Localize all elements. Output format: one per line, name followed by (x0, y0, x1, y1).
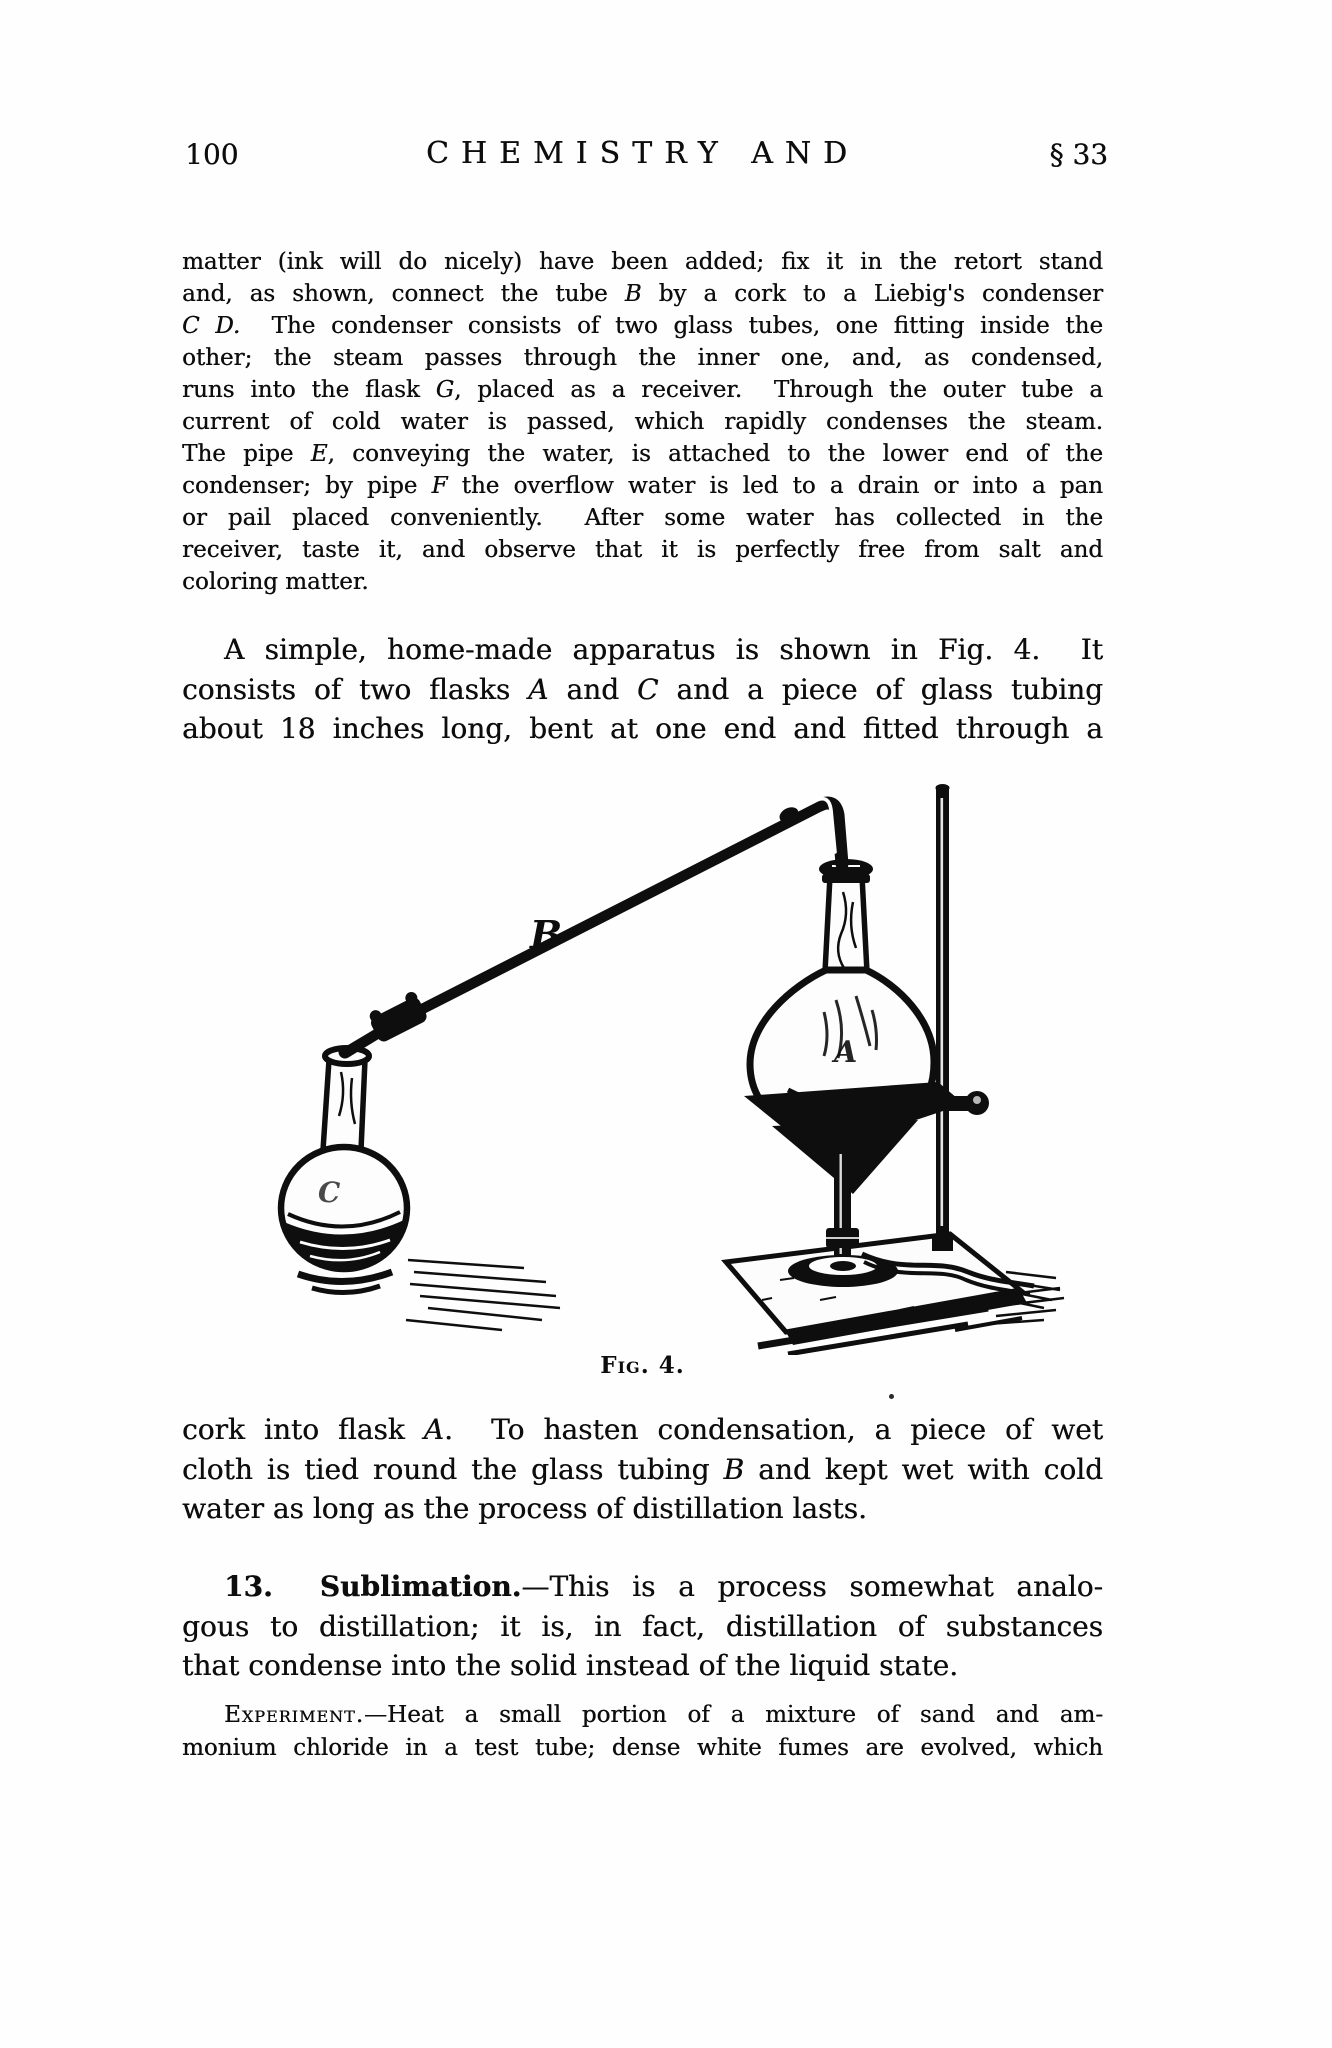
text-segment: cork into flask (182, 1413, 424, 1446)
figure-4 (180, 755, 1180, 1355)
text-line (182, 438, 1103, 470)
text-line (182, 278, 1103, 310)
text-line (182, 630, 1103, 670)
text-line (182, 1450, 1103, 1490)
text-segment: C (637, 672, 659, 706)
bunsen-burner (788, 1150, 898, 1287)
text-segment: and a piece of glass tubing (658, 672, 1104, 706)
text-line (182, 1699, 1103, 1732)
text-line (182, 1489, 1103, 1529)
page-number: 100 (185, 138, 239, 171)
text-segment: monium chloride in a test tube; dense white fumes are evolved, which (182, 1735, 1103, 1761)
text-segment: F (431, 473, 448, 499)
text-segment: C D. (182, 313, 241, 339)
text-segment: A (528, 672, 549, 706)
label-flask-a: A (834, 1035, 858, 1070)
sand-bath-dish (744, 1082, 964, 1194)
text-segment: current of cold water is passed, which rapidly condenses the steam. (182, 409, 1103, 435)
label-flask-c: C (318, 1176, 341, 1209)
section-mark: § 33 (1049, 138, 1108, 171)
text-segment: and kept wet with cold (744, 1452, 1103, 1486)
shadow-hatching (406, 1260, 560, 1330)
text-line (182, 1410, 1103, 1450)
text-line (182, 566, 1103, 598)
receiver-flask-c (281, 1048, 560, 1330)
text-segment: other; the steam passes through the inner one, and, as condensed, (182, 345, 1103, 371)
text-segment: receiver, taste it, and observe that it is perfectly free from salt and (182, 537, 1103, 563)
text-line (182, 534, 1103, 566)
text-segment: The pipe (182, 441, 311, 467)
text-line (182, 502, 1103, 534)
text-segment: The condenser consists of two glass tubes, one fitting inside the (240, 313, 1103, 339)
text-segment: and, as shown, connect the tube (182, 281, 625, 307)
figure-caption: Fig. 4. (600, 1352, 685, 1379)
text-line (182, 1732, 1103, 1765)
text-segment: . To hasten condensation, a piece of wet (444, 1413, 1103, 1446)
text-line (182, 342, 1103, 374)
text-segment: water as long as the process of distillation lasts. (182, 1492, 867, 1525)
text-line (182, 406, 1103, 438)
text-segment: about 18 inches long, bent at one end and fitted through a (182, 712, 1103, 745)
text-segment: condenser; by pipe (182, 473, 432, 499)
text-line (182, 246, 1103, 278)
text-segment: coloring matter. (182, 569, 369, 595)
text-segment: B (624, 281, 642, 307)
text-segment: A (423, 1413, 445, 1446)
text-line (182, 470, 1103, 502)
text-line (182, 709, 1103, 749)
paragraph-distillation-continued (182, 246, 1103, 598)
ink-speck (889, 1394, 894, 1399)
figure-4-illustration (180, 755, 1180, 1355)
text-segment: that condense into the solid instead of the liquid state. (182, 1649, 959, 1682)
text-segment: by a cork to a Liebig's condenser (641, 281, 1103, 307)
text-segment: Experiment. (224, 1702, 365, 1728)
paragraph-homemade-apparatus (182, 630, 1103, 749)
text-line (182, 310, 1103, 342)
text-segment: cloth is tied round the glass tubing (182, 1452, 724, 1486)
running-head-title: CHEMISTRY AND (425, 136, 860, 171)
text-segment: A simple, home-made apparatus is shown in Fig. 4. It (224, 633, 1103, 666)
text-segment: , conveying the water, is attached to the lower end of the (327, 441, 1103, 467)
text-segment: E (310, 441, 328, 467)
retort-stand-rod (936, 784, 950, 1252)
stand-base (726, 1234, 1064, 1354)
text-segment: G (435, 377, 455, 403)
text-segment: or pail placed conveniently. After some water has collected in the (182, 505, 1103, 531)
paragraph-sublimation-section (182, 1567, 1103, 1686)
text-line (182, 670, 1103, 710)
text-line (182, 1646, 1103, 1686)
text-segment: runs into the flask (182, 377, 436, 403)
text-line (182, 374, 1103, 406)
text-segment: gous to distillation; it is, in fact, distillation of substances (182, 1609, 1103, 1643)
text-segment: B (723, 1452, 745, 1486)
text-segment: consists of two flasks (182, 672, 529, 706)
text-segment: matter (ink will do nicely) have been added; fix it in the retort stand (182, 249, 1103, 275)
text-segment: —Heat a small portion of a mixture of sand and am- (364, 1702, 1103, 1728)
paragraph-experiment (182, 1699, 1103, 1765)
text-segment: , placed as a receiver. Through the outer tube a (454, 377, 1104, 403)
label-tube-b: B (530, 912, 563, 957)
text-segment: 13. Sublimation. (224, 1570, 522, 1603)
paragraph-cork-into-flask (182, 1410, 1103, 1529)
text-line (182, 1607, 1103, 1647)
text-line (182, 1567, 1103, 1607)
text-segment: and (548, 672, 638, 706)
text-segment: —This is a process somewhat analo- (521, 1570, 1103, 1603)
text-segment: the overflow water is led to a drain or into a pan (447, 473, 1103, 499)
